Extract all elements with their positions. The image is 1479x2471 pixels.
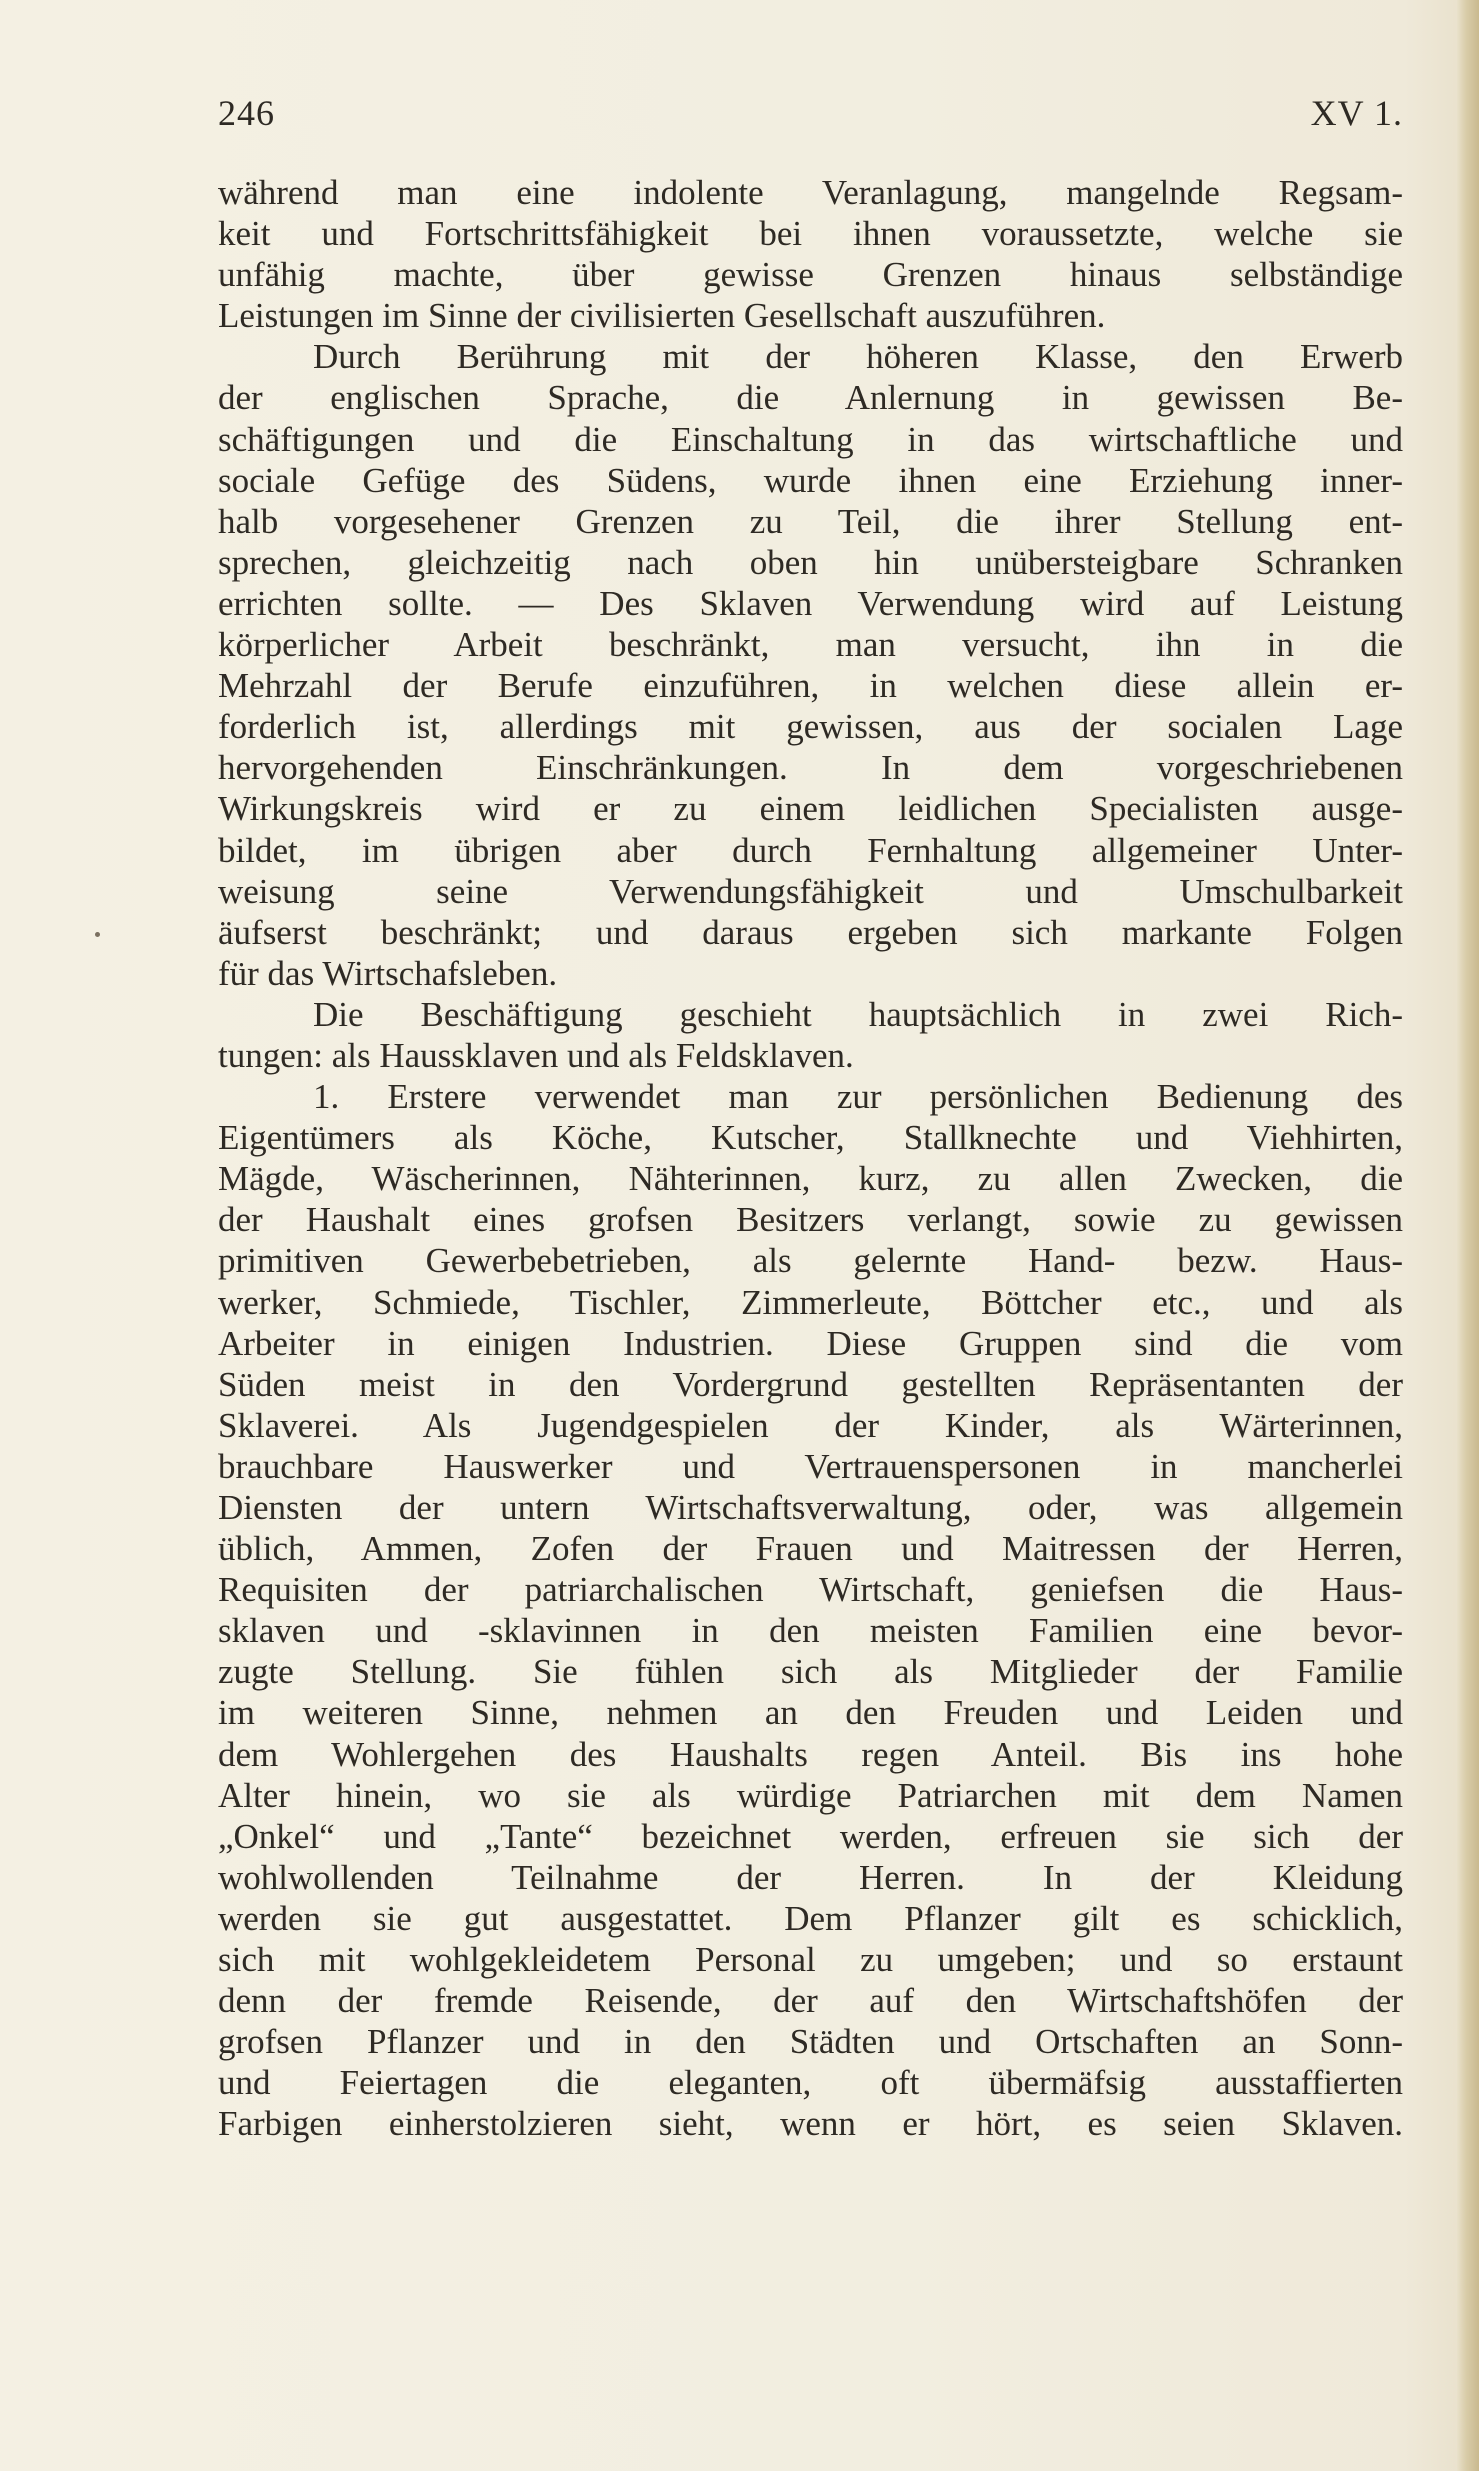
text-line: üblich, Ammen, Zofen der Frauen und Maitressen der Herren, bbox=[218, 1529, 1403, 1569]
text-line: Leistungen im Sinne der civilisierten Gesellschaft auszuführen. bbox=[218, 296, 1106, 336]
text-line: körperlicher Arbeit beschränkt, man versucht, ihn in die bbox=[218, 625, 1403, 665]
text-line: bildet, im übrigen aber durch Fernhaltung allgemeiner Unter- bbox=[218, 830, 1403, 870]
text-line: der Haushalt eines grofsen Besitzers verlangt, sowie zu gewissen bbox=[218, 1200, 1403, 1240]
text-line: 1. Erstere verwendet man zur persönlichen Bedienung des bbox=[313, 1077, 1403, 1117]
text-line: zugte Stellung. Sie fühlen sich als Mitglieder der Familie bbox=[218, 1652, 1403, 1692]
text-line: sich mit wohlgekleidetem Personal zu umgeben; und so erstaunt bbox=[218, 1940, 1403, 1980]
text-line: Wirkungskreis wird er zu einem leidlichen Specialisten ausge- bbox=[218, 789, 1403, 829]
text-line: im weiteren Sinne, nehmen an den Freuden und Leiden und bbox=[218, 1693, 1403, 1733]
text-line: Süden meist in den Vordergrund gestellten Repräsentanten der bbox=[218, 1364, 1403, 1404]
text-line: hervorgehenden Einschränkungen. In dem vorgeschriebenen bbox=[218, 748, 1403, 788]
text-line: Alter hinein, wo sie als würdige Patriarchen mit dem Namen bbox=[218, 1775, 1403, 1815]
text-line: dem Wohlergehen des Haushalts regen Anteil. Bis ins hohe bbox=[218, 1734, 1403, 1774]
text-line: sociale Gefüge des Südens, wurde ihnen eine Erziehung inner- bbox=[218, 460, 1403, 500]
text-line: Mehrzahl der Berufe einzuführen, in welchen diese allein er- bbox=[218, 666, 1403, 706]
page-header bbox=[218, 92, 1403, 142]
text-line: werker, Schmiede, Tischler, Zimmerleute, Böttcher etc., und als bbox=[218, 1282, 1403, 1322]
page-number: 246 bbox=[218, 93, 275, 133]
text-line: forderlich ist, allerdings mit gewissen, aus der socialen Lage bbox=[218, 707, 1403, 747]
text-line: grofsen Pflanzer und in den Städten und Ortschaften an Sonn- bbox=[218, 2022, 1403, 2062]
text-line: „Onkel“ und „Tante“ bezeichnet werden, erfreuen sie sich der bbox=[218, 1816, 1403, 1856]
page-binding-edge bbox=[1457, 0, 1479, 2471]
text-line: Requisiten der patriarchalischen Wirtschaft, geniefsen die Haus- bbox=[218, 1570, 1403, 1610]
text-line: primitiven Gewerbebetrieben, als gelernte Hand- bezw. Haus- bbox=[218, 1241, 1403, 1281]
text-line: brauchbare Hauswerker und Vertrauenspersonen in mancherlei bbox=[218, 1446, 1403, 1486]
text-line: der englischen Sprache, die Anlernung in gewissen Be- bbox=[218, 378, 1403, 418]
text-line: unfähig machte, über gewisse Grenzen hinaus selbständige bbox=[218, 255, 1403, 295]
text-line: äufserst beschränkt; und daraus ergeben sich markante Folgen bbox=[218, 912, 1403, 952]
text-line: keit und Fortschrittsfähigkeit bei ihnen voraussetzte, welche sie bbox=[218, 214, 1403, 254]
section-reference: XV 1. bbox=[1310, 93, 1403, 133]
text-line: tungen: als Haussklaven und als Feldsklaven. bbox=[218, 1035, 854, 1075]
text-line: weisung seine Verwendungsfähigkeit und Umschulbarkeit bbox=[218, 871, 1403, 911]
text-line: schäftigungen und die Einschaltung in das wirtschaftliche und bbox=[218, 419, 1403, 459]
text-line: Arbeiter in einigen Industrien. Diese Gruppen sind die vom bbox=[218, 1323, 1403, 1363]
body-text bbox=[218, 172, 1403, 2145]
text-line: Farbigen einherstolzieren sieht, wenn er hört, es seien Sklaven. bbox=[218, 2104, 1403, 2144]
text-line: sprechen, gleichzeitig nach oben hin unübersteigbare Schranken bbox=[218, 542, 1403, 582]
text-line: denn der fremde Reisende, der auf den Wirtschaftshöfen der bbox=[218, 1981, 1403, 2021]
text-line: halb vorgesehener Grenzen zu Teil, die ihrer Stellung ent- bbox=[218, 501, 1403, 541]
text-line: während man eine indolente Veranlagung, mangelnde Regsam- bbox=[218, 173, 1403, 212]
text-line: Mägde, Wäscherinnen, Nähterinnen, kurz, zu allen Zwecken, die bbox=[218, 1159, 1403, 1199]
text-line: sklaven und -sklavinnen in den meisten Familien eine bevor- bbox=[218, 1611, 1403, 1651]
text-line: Diensten der untern Wirtschaftsverwaltung, oder, was allgemein bbox=[218, 1488, 1403, 1527]
text-line: für das Wirtschafsleben. bbox=[218, 953, 558, 993]
text-line: wohlwollenden Teilnahme der Herren. In der Kleidung bbox=[218, 1857, 1403, 1897]
text-line: errichten sollte. — Des Sklaven Verwendung wird auf Leistung bbox=[218, 583, 1403, 623]
text-line: Sklaverei. Als Jugendgespielen der Kinder, als Wärterinnen, bbox=[218, 1405, 1403, 1445]
text-line: Durch Berührung mit der höheren Klasse, den Erwerb bbox=[313, 337, 1403, 377]
text-line: Eigentümers als Köche, Kutscher, Stallknechte und Viehhirten, bbox=[218, 1118, 1403, 1158]
text-line: und Feiertagen die eleganten, oft übermäfsig ausstaffierten bbox=[218, 2063, 1403, 2103]
text-line: werden sie gut ausgestattet. Dem Pflanzer gilt es schicklich, bbox=[218, 1898, 1403, 1938]
margin-mark bbox=[95, 932, 100, 937]
text-line: Die Beschäftigung geschieht hauptsächlich in zwei Rich- bbox=[313, 994, 1403, 1034]
